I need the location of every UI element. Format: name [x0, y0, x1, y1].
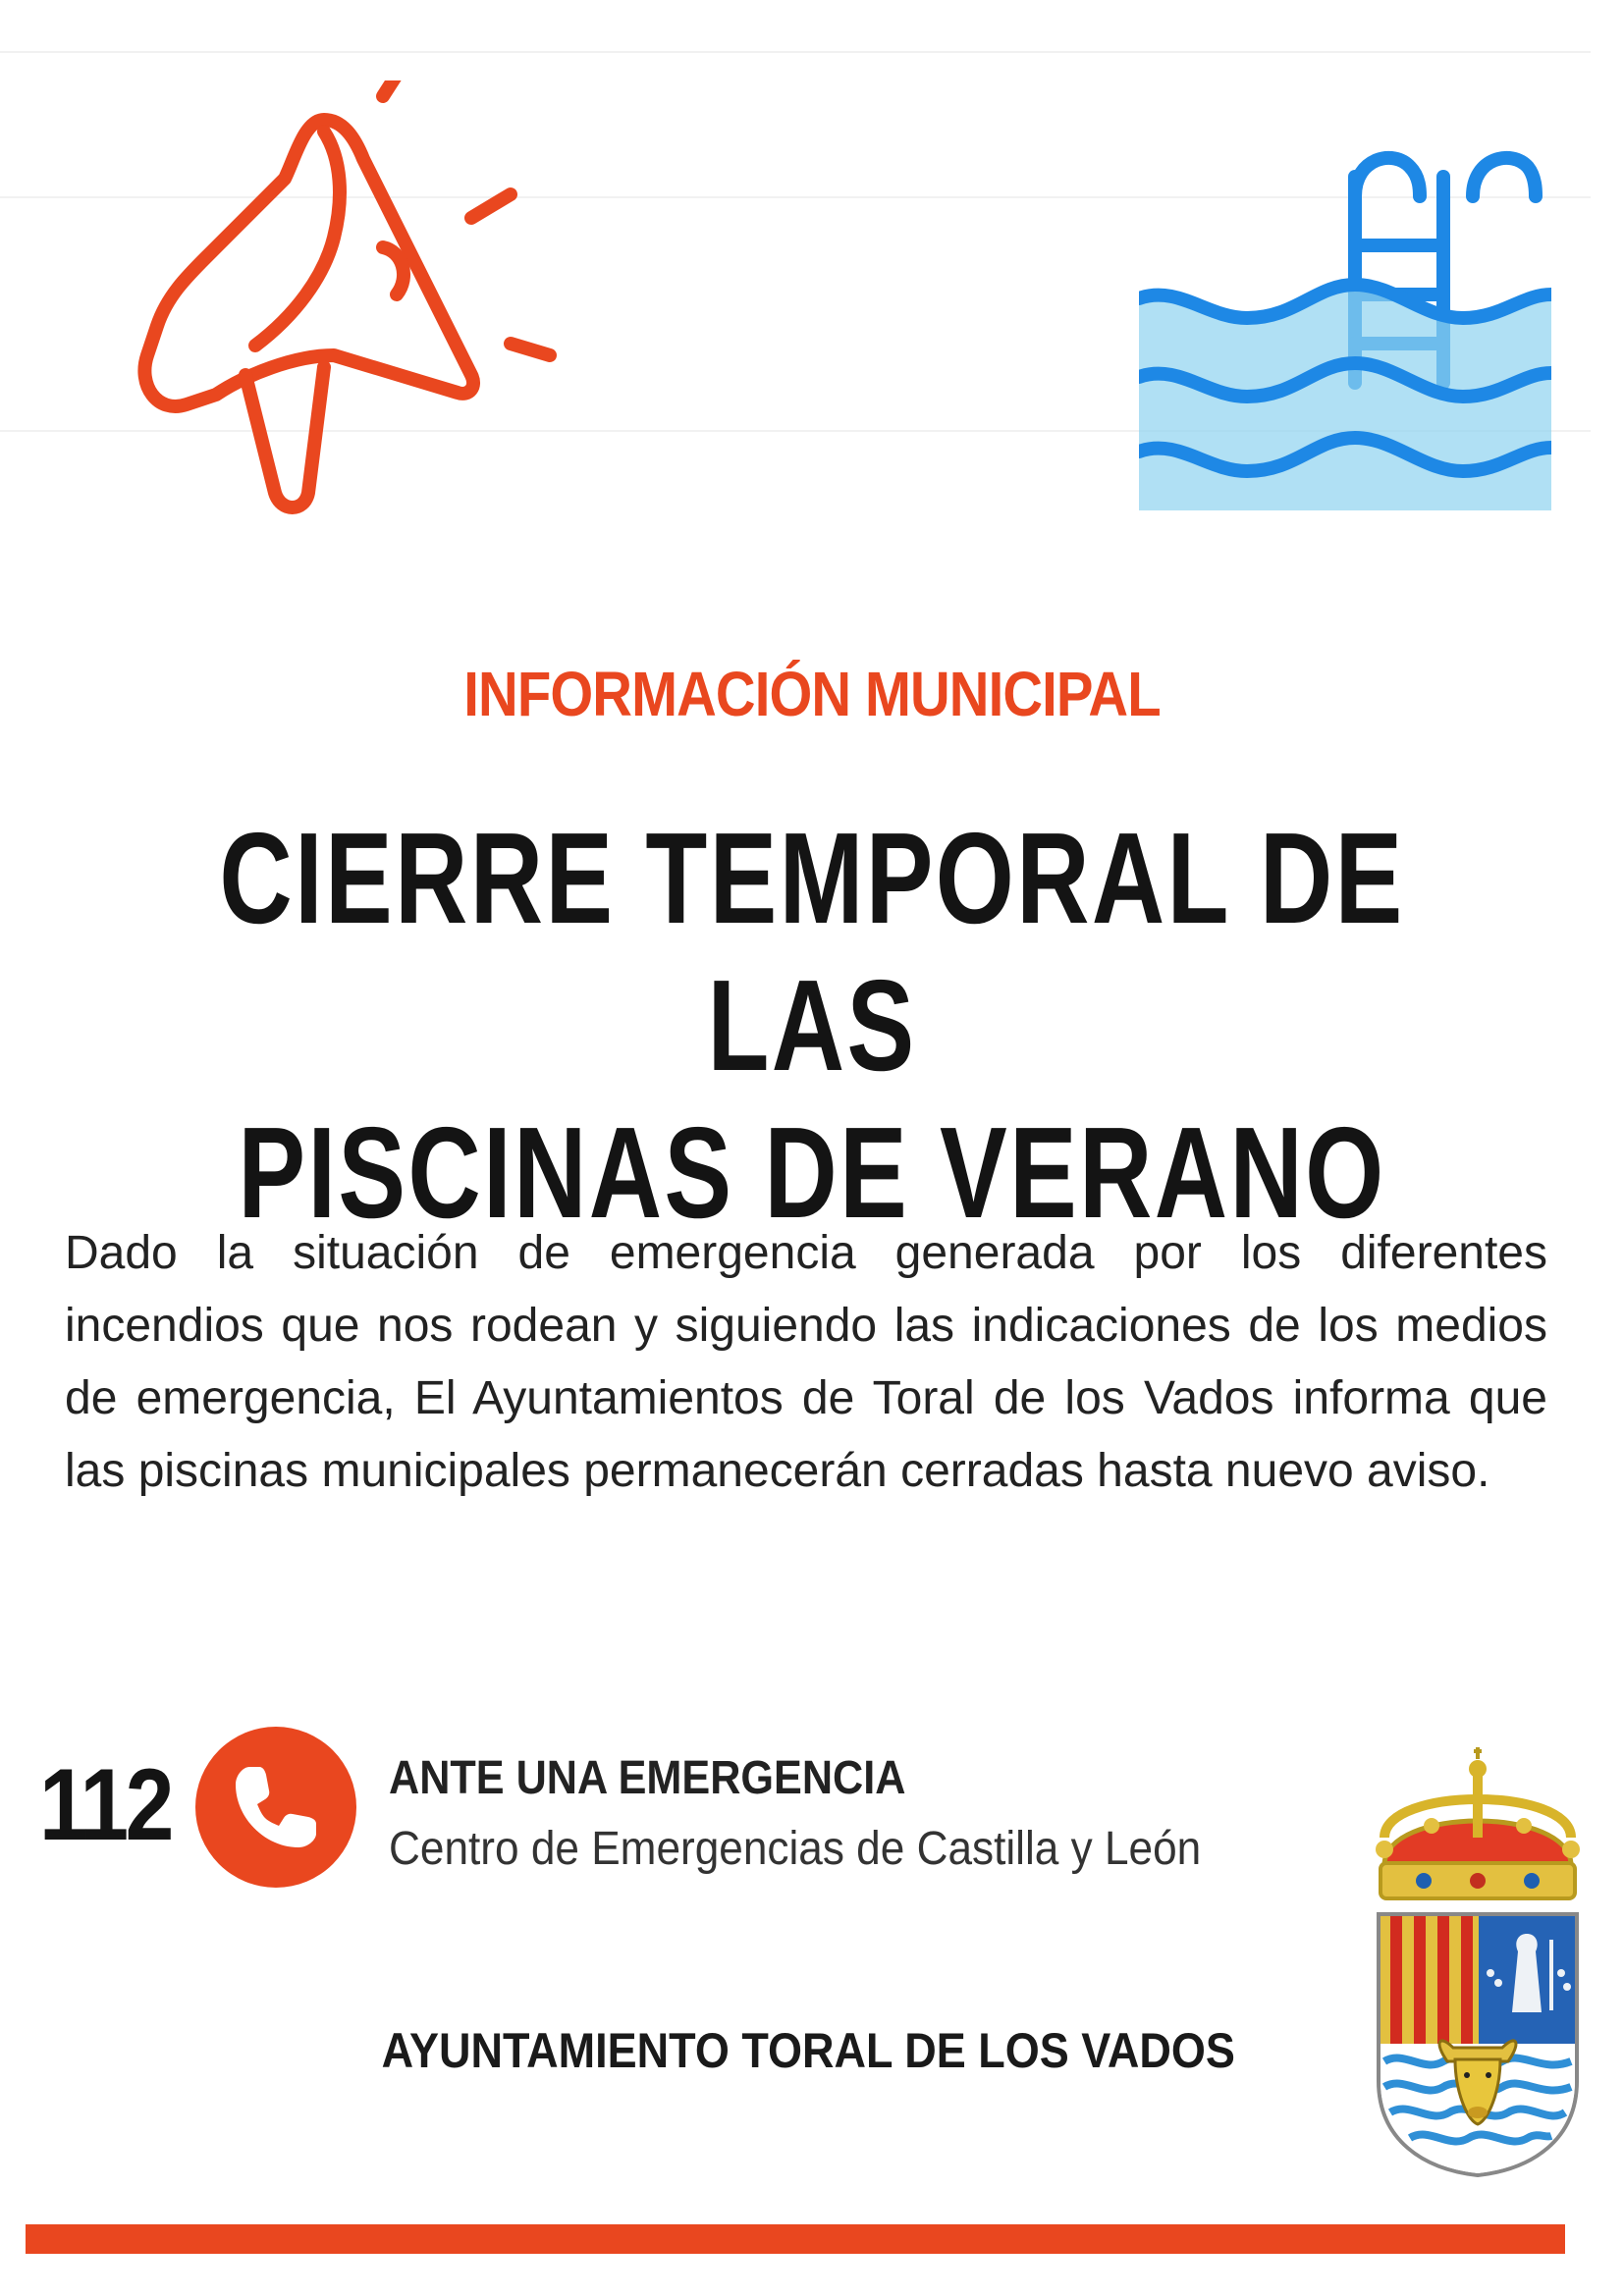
- subtitle: INFORMACIÓN MUNICIPAL: [463, 659, 1161, 729]
- emergency-heading: ANTE UNA EMERGENCIA: [389, 1752, 906, 1804]
- faint-rule: [0, 51, 1591, 53]
- announcement-body: Dado la situación de emergencia generada por los diferentes incendios que nos rodean y siguiendo las indicaciones de los medios de emergencia, El Ayuntamientos de Toral de los Vados informa que las piscinas municipales permanecerán cerradas hasta nuevo aviso.: [65, 1227, 1547, 1497]
- town-hall-name: AYUNTAMIENTO TORAL DE LOS VADOS: [381, 2023, 1235, 2078]
- phone-icon: [192, 1724, 359, 1891]
- emergency-center: Centro de Emergencias de Castilla y León: [389, 1823, 1202, 1875]
- title-line-2: PISCINAS DE VERANO: [238, 1100, 1386, 1245]
- megaphone-icon: [98, 80, 569, 552]
- bottom-accent-bar: [26, 2224, 1565, 2254]
- pool-icon: [1139, 137, 1551, 510]
- page-title: [179, 805, 1445, 1247]
- title-line-1: CIERRE TEMPORAL DE LAS: [219, 806, 1405, 1097]
- emergency-number: 112: [39, 1748, 171, 1862]
- coat-of-arms: [1365, 1747, 1591, 2179]
